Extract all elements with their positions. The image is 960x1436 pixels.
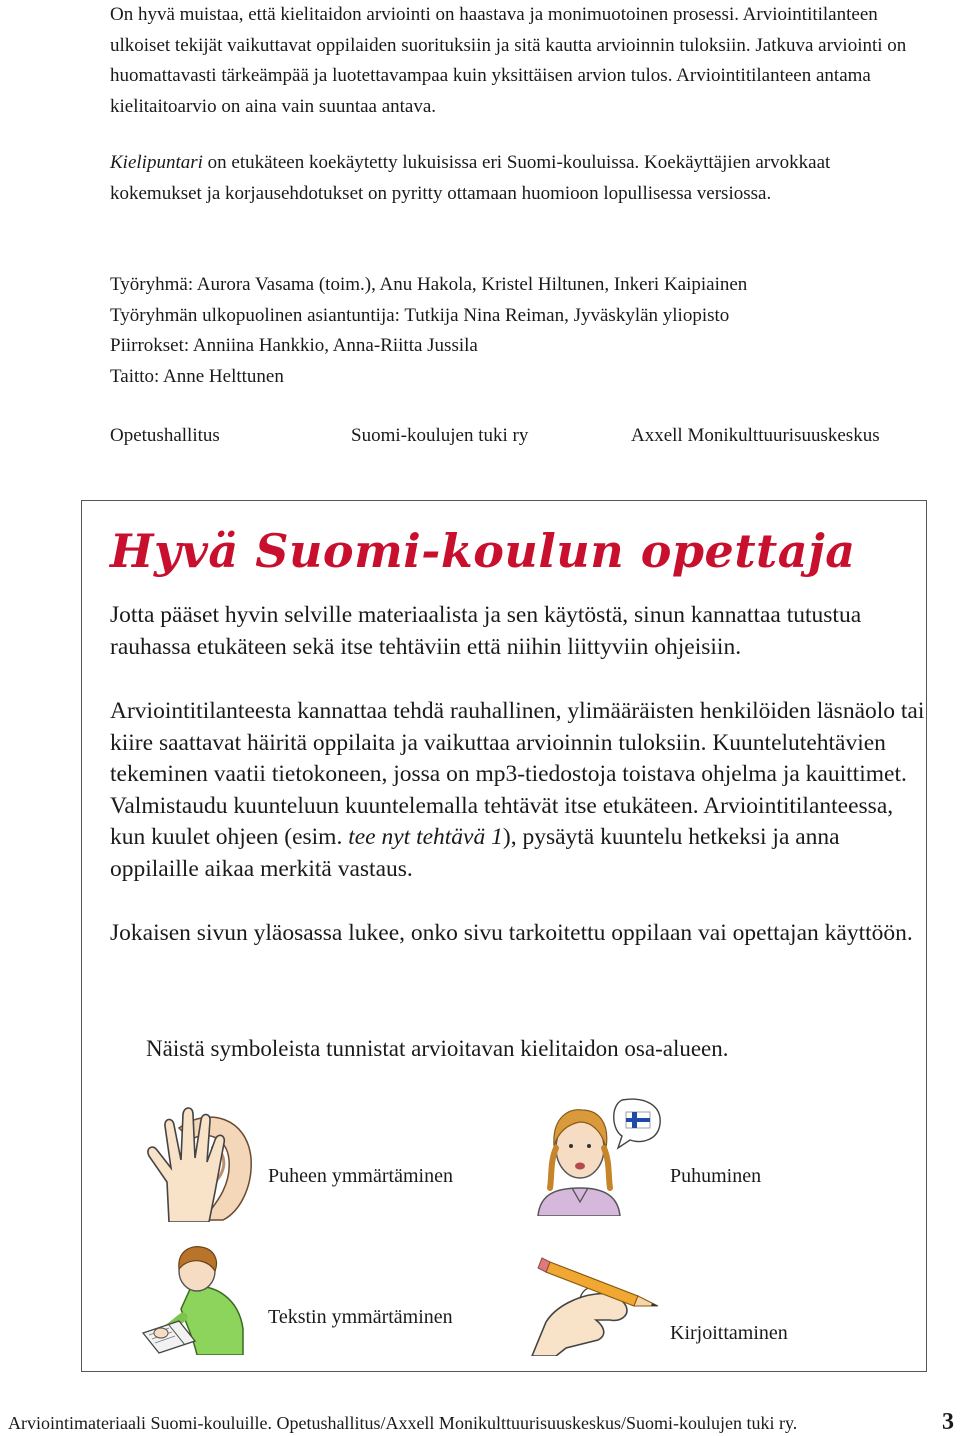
intro-paragraph-2 [110, 148, 922, 209]
intro-text-2-rest: on etukäteen koekäytetty lukuisissa eri Suomi-kouluissa. Koekäyttäjien arvokkaat kokemukset ja korjausehdotukset on pyritty ottamaan huomioon lopullisessa versiossa. [110, 152, 831, 204]
reading-boy-book-icon [139, 1237, 259, 1355]
symbol-label-reading: Tekstin ymmärtäminen [268, 1306, 453, 1328]
box-paragraph-1 [110, 600, 925, 663]
box-paragraph-2 [110, 696, 925, 885]
credits [110, 270, 747, 392]
credits-layout: Taitto: Anne Helttunen [110, 365, 284, 387]
symbol-label-listening: Puheen ymmärtäminen [268, 1165, 453, 1187]
box-text-2 [110, 696, 925, 885]
footer-text: Arviointimateriaali Suomi-kouluille. Opetushallitus/Axxell Monikulttuurisuuskeskus/Suomi-koulujen tuki ry. [8, 1413, 798, 1433]
symbols-intro: Näistä symboleista tunnistat arvioitavan kielitaidon osa-alueen. [146, 1036, 729, 1061]
symbol-label-speaking: Puhuminen [670, 1165, 762, 1187]
box-paragraph-3 [110, 918, 925, 950]
page-number: 3 [942, 1409, 954, 1435]
box-text-2a: Arviointitilanteesta kannattaa tehdä rauhallinen, ylimääräisten henkilöiden läsnäolo tai kiire saattavat häiritä oppilaita ja vaikuttaa arvioinnin tuloksiin. Kuuntelutehtävien tekeminen vaatii tietokoneen, jossa on mp3-tiedostoja toistava ohjelma ja kauittimet. Valmistaudu kuunteluun kuuntelemalla tehtävät itse etukäteen. Arviointitilanteessa, kun kuulet ohjeen (esim. [110, 698, 925, 850]
symbol-label-writing: Kirjoittaminen [670, 1322, 788, 1344]
intro-text-1: On hyvä muistaa, että kielitaidon arviointi on haastava ja monimuotoinen prosessi. Arviointitilanteen ulkoiset tekijät vaikuttavat oppilaiden suorituksiin ja sitä kautta arvioinnin tuloksiin. Jatkuva arviointi on huomattavasti tärkeämpää ja luotettavampaa kuin yksittäisen arvion tulos. Arviointitilanteen antama kielitaitoarvio on aina vain suuntaa antava. [110, 4, 907, 117]
intro-paragraph-1 [110, 0, 922, 122]
listening-hand-ear-icon [139, 1100, 259, 1222]
org-axxell: Axxell Monikulttuurisuuskeskus [631, 425, 880, 446]
box-title: Hyvä Suomi-koulun opettaja [110, 524, 856, 578]
box-text-2-example: tee nyt tehtävä 1 [348, 824, 503, 850]
kielipuntari-title: Kielipuntari [110, 152, 203, 173]
writing-hand-pencil-icon [526, 1236, 666, 1356]
box-text-1: Jotta pääset hyvin selville materiaalista ja sen käytöstä, sinun kannattaa tutustua rauhassa etukäteen sekä itse tehtäviin että niihin liittyviin ohjeisiin. [110, 602, 862, 660]
credits-external-expert: Työryhmän ulkopuolinen asiantuntija: Tutkija Nina Reiman, Jyväskylän yliopisto [110, 304, 730, 326]
credits-working-group: Työryhmä: Aurora Vasama (toim.), Anu Hakola, Kristel Hiltunen, Inkeri Kaipiainen [110, 274, 748, 295]
intro-text-2 [110, 148, 922, 209]
org-suomi-koulujen-tuki: Suomi-koulujen tuki ry [351, 425, 529, 446]
speaking-girl-speech-bubble-icon [526, 1092, 666, 1216]
credits-illustrations: Piirrokset: Anniina Hankkio, Anna-Riitta Jussila [110, 335, 478, 356]
box-text-2b: ), pysäytä kuuntelu hetkeksi ja anna oppilaille aikaa merkitä vastaus. [110, 824, 840, 882]
org-opetushallitus: Opetushallitus [110, 425, 220, 446]
box-text-3: Jokaisen sivun yläosassa lukee, onko sivu tarkoitettu oppilaan vai opettajan käyttöön. [110, 920, 913, 946]
